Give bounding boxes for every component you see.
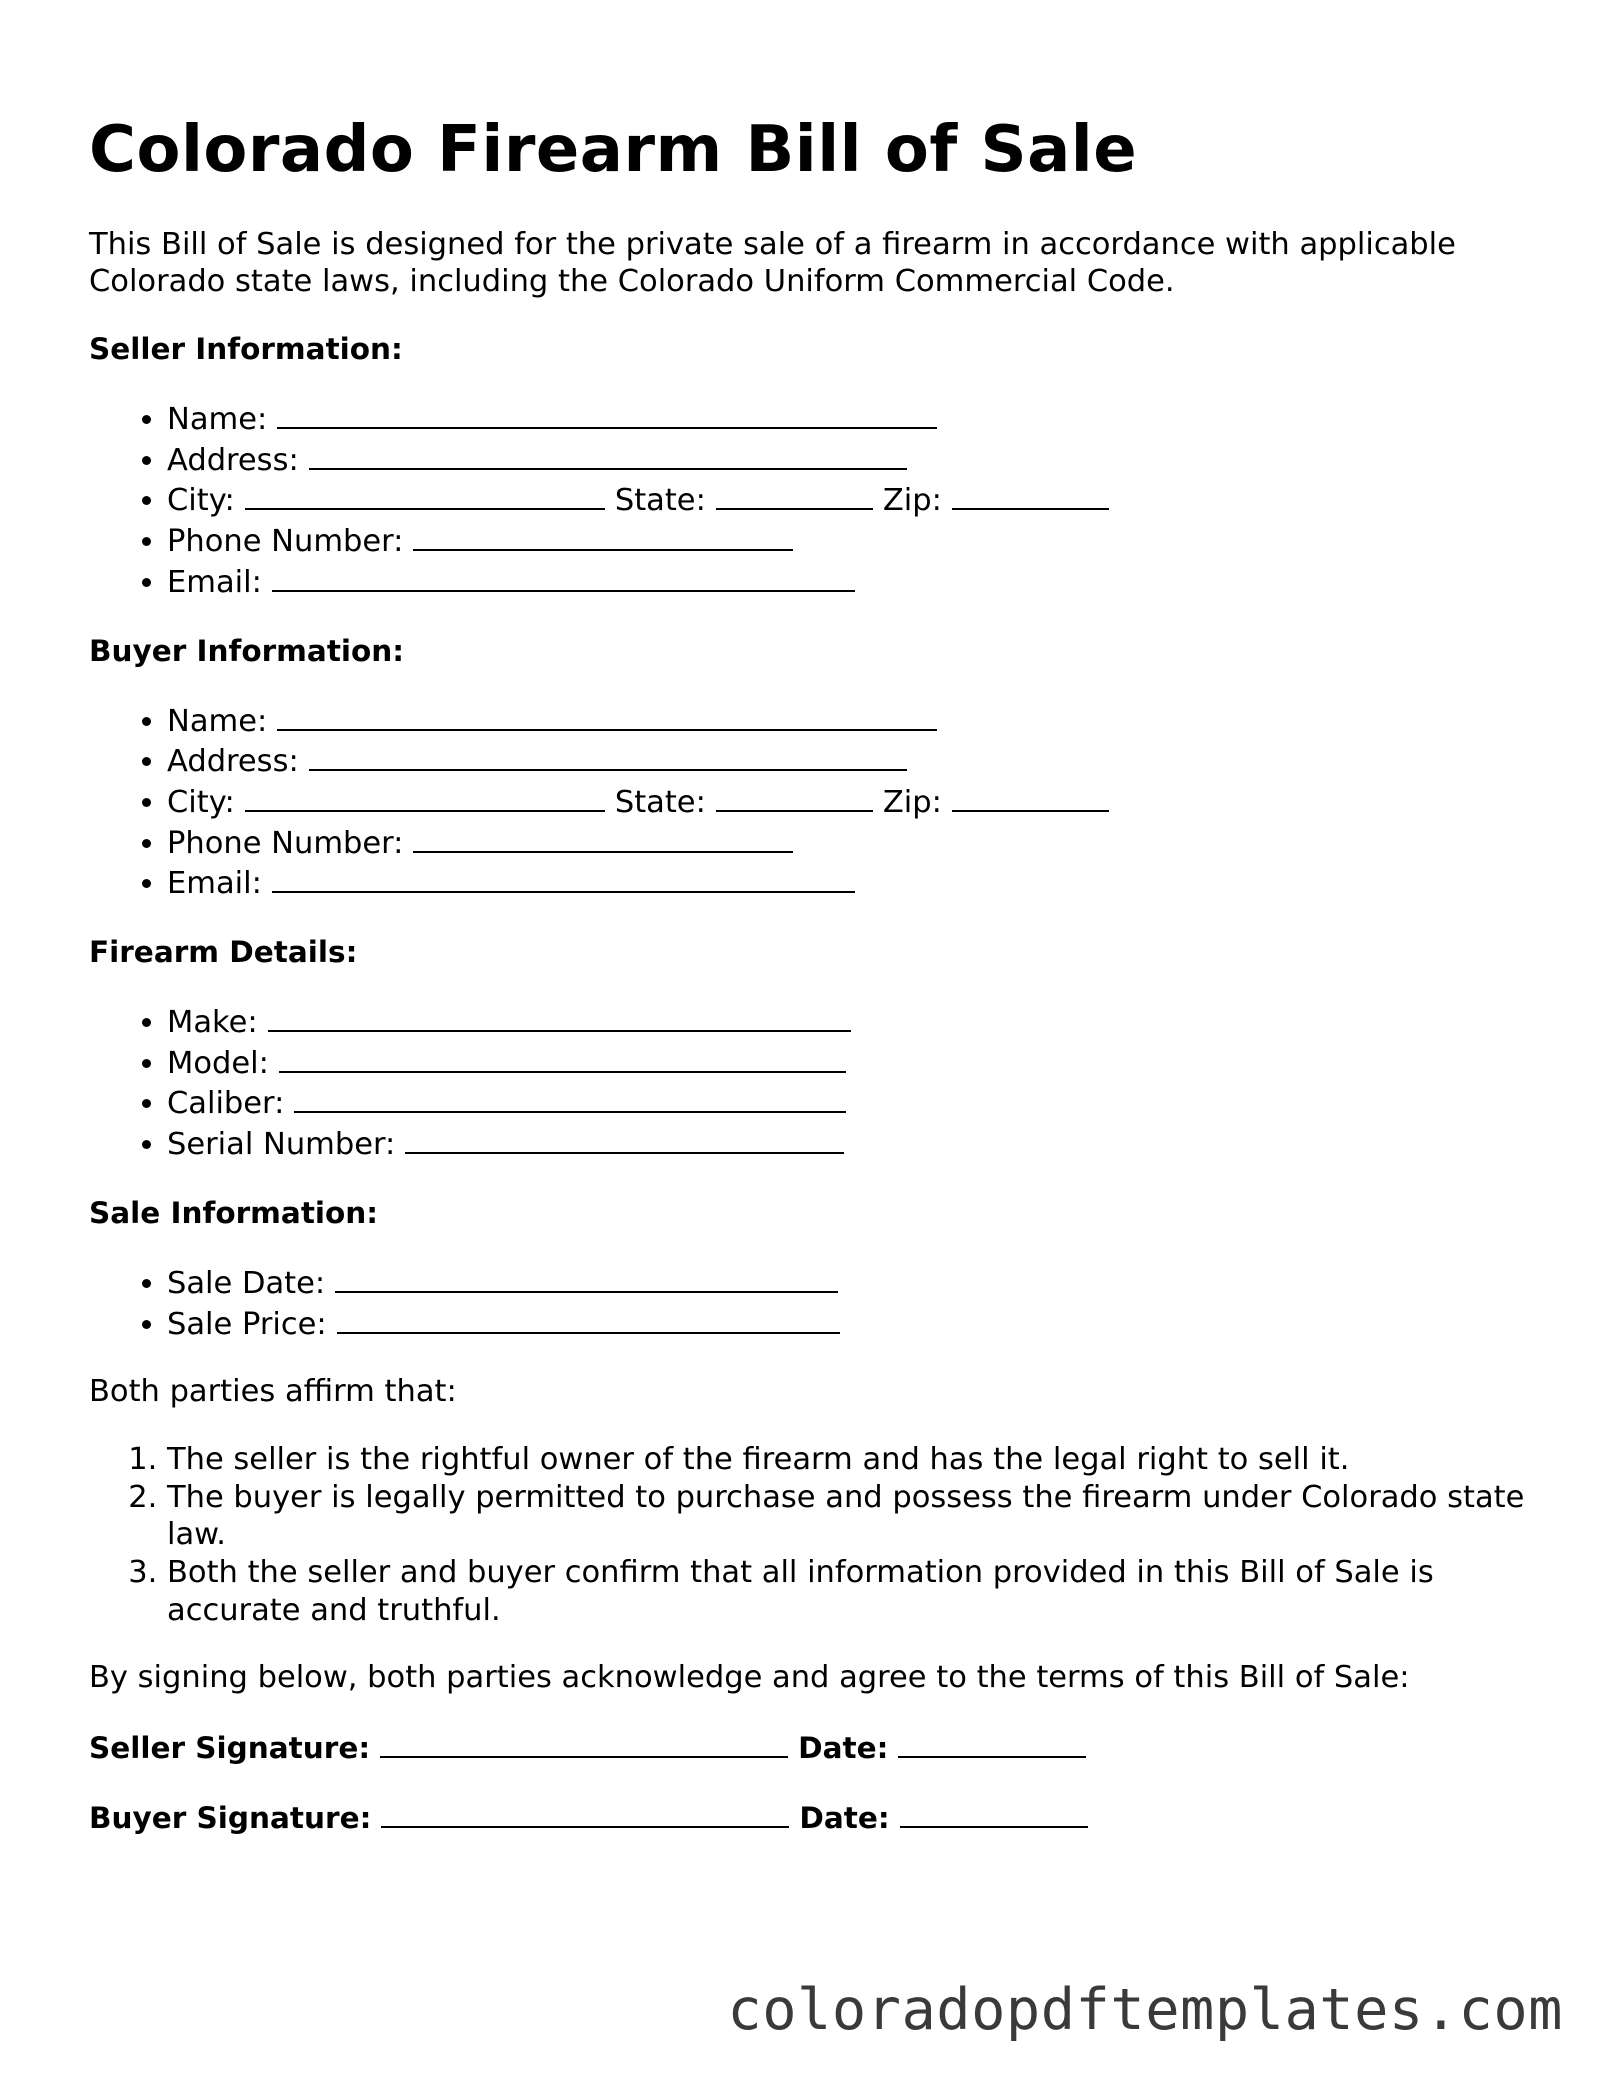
buyer-name-label: Name: — [167, 703, 268, 739]
firearm-serial-field[interactable] — [405, 1123, 844, 1154]
sale-date-label: Sale Date: — [167, 1265, 326, 1301]
affirmation-list — [89, 1441, 1529, 1630]
seller-name-row — [167, 398, 1529, 439]
sale-price-label: Sale Price: — [167, 1306, 327, 1342]
seller-heading: Seller Information: — [89, 332, 403, 366]
sale-price-field[interactable] — [337, 1303, 840, 1334]
seller-email-label: Email: — [167, 564, 262, 600]
buyer-phone-row — [167, 822, 1529, 863]
seller-email-field[interactable] — [272, 561, 855, 592]
affirmation-item: 3. Both the seller and buyer confirm that all information provided in this Bill of Sale is accurate and truthful. — [167, 1554, 1529, 1629]
seller-zip-label: Zip: — [882, 483, 942, 519]
firearm-heading: Firearm Details: — [89, 935, 358, 970]
firearm-make-field[interactable] — [268, 1001, 851, 1032]
buyer-signature-field[interactable] — [381, 1797, 789, 1828]
buyer-email-field[interactable] — [272, 862, 855, 893]
buyer-signature-date-field[interactable] — [900, 1797, 1088, 1828]
seller-city-field[interactable] — [245, 479, 605, 510]
sale-price-row — [167, 1303, 1529, 1344]
buyer-email-row — [167, 862, 1529, 903]
buyer-heading: Buyer Information: — [89, 633, 405, 668]
signature-intro: By signing below, both parties acknowledge and agree to the terms of this Bill of Sale: — [89, 1660, 1410, 1696]
buyer-name-row — [167, 700, 1529, 741]
document-page — [89, 100, 1529, 1837]
firearm-make-row — [167, 1001, 1529, 1042]
seller-city-label: City: — [167, 483, 235, 519]
firearm-caliber-field[interactable] — [294, 1082, 846, 1113]
firearm-caliber-row — [167, 1082, 1529, 1123]
seller-address-label: Address: — [167, 442, 299, 478]
buyer-city-row — [167, 781, 1529, 822]
sale-date-field[interactable] — [335, 1262, 838, 1293]
buyer-address-field[interactable] — [309, 740, 907, 771]
buyer-zip-label: Zip: — [882, 784, 942, 820]
buyer-address-row — [167, 740, 1529, 781]
buyer-fields — [89, 700, 1529, 904]
site-watermark: coloradopdftemplates.com — [727, 1977, 1563, 2043]
seller-signature-date-field[interactable] — [898, 1727, 1086, 1758]
page-title: Colorado Firearm Bill of Sale — [89, 113, 1138, 187]
buyer-name-field[interactable] — [277, 700, 937, 731]
buyer-city-field[interactable] — [245, 781, 605, 812]
affirmation-intro: Both parties affirm that: — [89, 1374, 457, 1410]
seller-phone-row — [167, 520, 1529, 561]
firearm-model-field[interactable] — [279, 1042, 846, 1073]
seller-zip-field[interactable] — [952, 479, 1109, 510]
seller-state-field[interactable] — [716, 479, 873, 510]
affirmation-item: 2. The buyer is legally permitted to purchase and possess the firearm under Colorado state law. — [167, 1479, 1529, 1554]
buyer-phone-label: Phone Number: — [167, 825, 404, 861]
firearm-model-row — [167, 1042, 1529, 1083]
seller-phone-label: Phone Number: — [167, 524, 404, 560]
sale-heading: Sale Information: — [89, 1195, 379, 1230]
buyer-signature-label: Buyer Signature: — [89, 1801, 372, 1836]
seller-signature-date-label: Date: — [798, 1731, 889, 1766]
firearm-serial-label: Serial Number: — [167, 1127, 396, 1163]
buyer-state-label: State: — [614, 784, 706, 820]
seller-email-row — [167, 561, 1529, 602]
intro-paragraph: This Bill of Sale is designed for the private sale of a firearm in accordance with applicable Colorado state laws, including the Colorado Uniform Commercial Code. — [89, 227, 1456, 299]
buyer-signature-row — [89, 1797, 1529, 1837]
buyer-email-label: Email: — [167, 866, 262, 902]
buyer-zip-field[interactable] — [952, 781, 1109, 812]
seller-name-label: Name: — [167, 402, 268, 437]
seller-state-label: State: — [614, 483, 706, 519]
seller-phone-field[interactable] — [413, 520, 793, 551]
seller-city-row — [167, 479, 1529, 520]
firearm-fields — [89, 1001, 1529, 1164]
buyer-signature-date-label: Date: — [799, 1801, 890, 1836]
firearm-model-label: Model: — [167, 1045, 269, 1081]
affirmation-item: 1. The seller is the rightful owner of the firearm and has the legal right to sell it. — [167, 1441, 1529, 1479]
seller-fields — [89, 398, 1529, 602]
sale-date-row — [167, 1262, 1529, 1303]
firearm-caliber-label: Caliber: — [167, 1086, 285, 1122]
seller-signature-label: Seller Signature: — [89, 1731, 371, 1766]
buyer-city-label: City: — [167, 784, 235, 820]
sale-fields — [89, 1262, 1529, 1343]
seller-name-field[interactable] — [277, 398, 937, 429]
seller-signature-row — [89, 1727, 1529, 1767]
buyer-phone-field[interactable] — [413, 822, 793, 853]
firearm-make-label: Make: — [167, 1005, 258, 1041]
seller-address-row — [167, 439, 1529, 480]
seller-address-field[interactable] — [309, 439, 907, 470]
buyer-state-field[interactable] — [716, 781, 873, 812]
seller-signature-field[interactable] — [380, 1727, 788, 1758]
firearm-serial-row — [167, 1123, 1529, 1164]
buyer-address-label: Address: — [167, 744, 299, 780]
